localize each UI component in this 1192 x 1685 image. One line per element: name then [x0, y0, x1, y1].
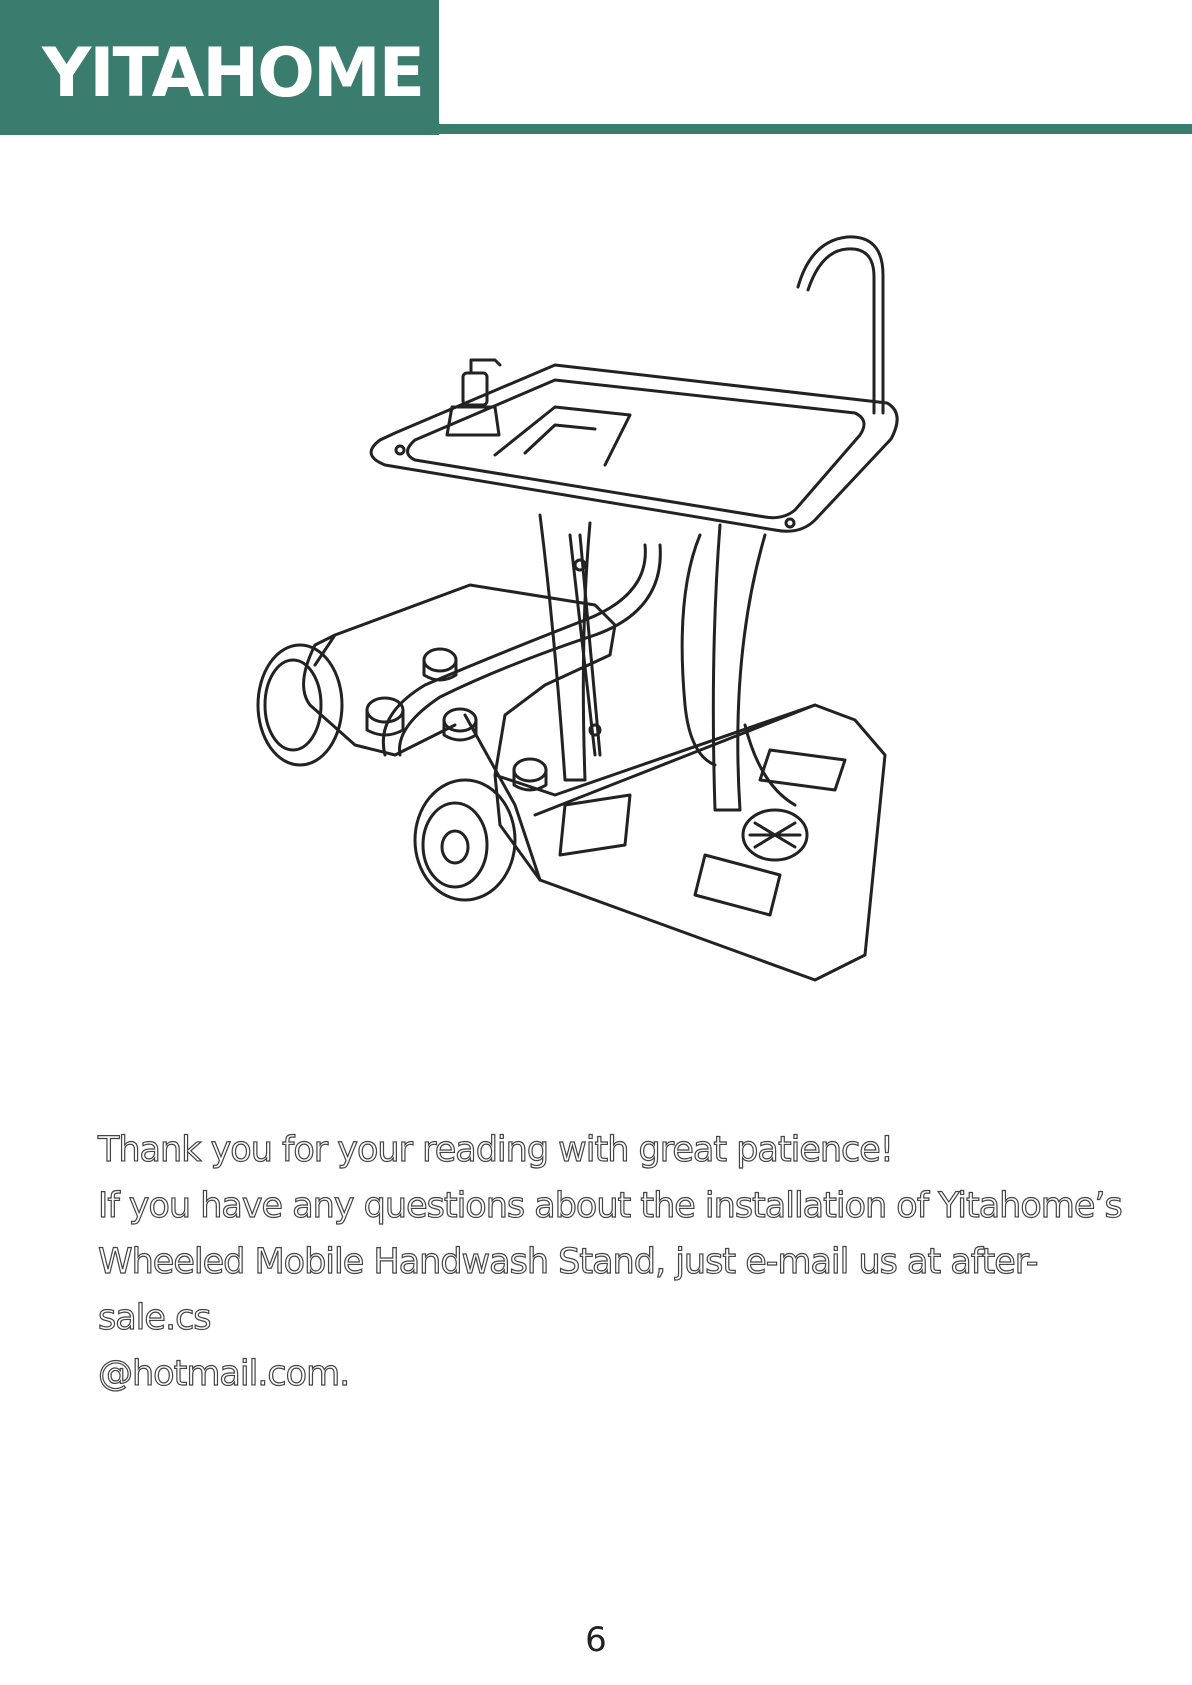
handwash-stand-illustration — [255, 235, 945, 1065]
brand-header — [0, 0, 439, 135]
message-line-1: Thank you for your reading with great patience! — [98, 1130, 893, 1170]
message-line-3: Wheeled Mobile Handwash Stand, just e-mail us at after-sale.cs — [98, 1242, 1038, 1338]
brand-logo: YITAHOME — [42, 34, 424, 113]
message-line-2: If you have any questions about the installation of Yitahome’s — [98, 1186, 1122, 1226]
header-rule — [439, 124, 1192, 134]
message-line-4: @hotmail.com. — [98, 1354, 350, 1394]
page-number: 6 — [585, 1620, 607, 1660]
thank-you-message — [98, 1122, 1128, 1402]
